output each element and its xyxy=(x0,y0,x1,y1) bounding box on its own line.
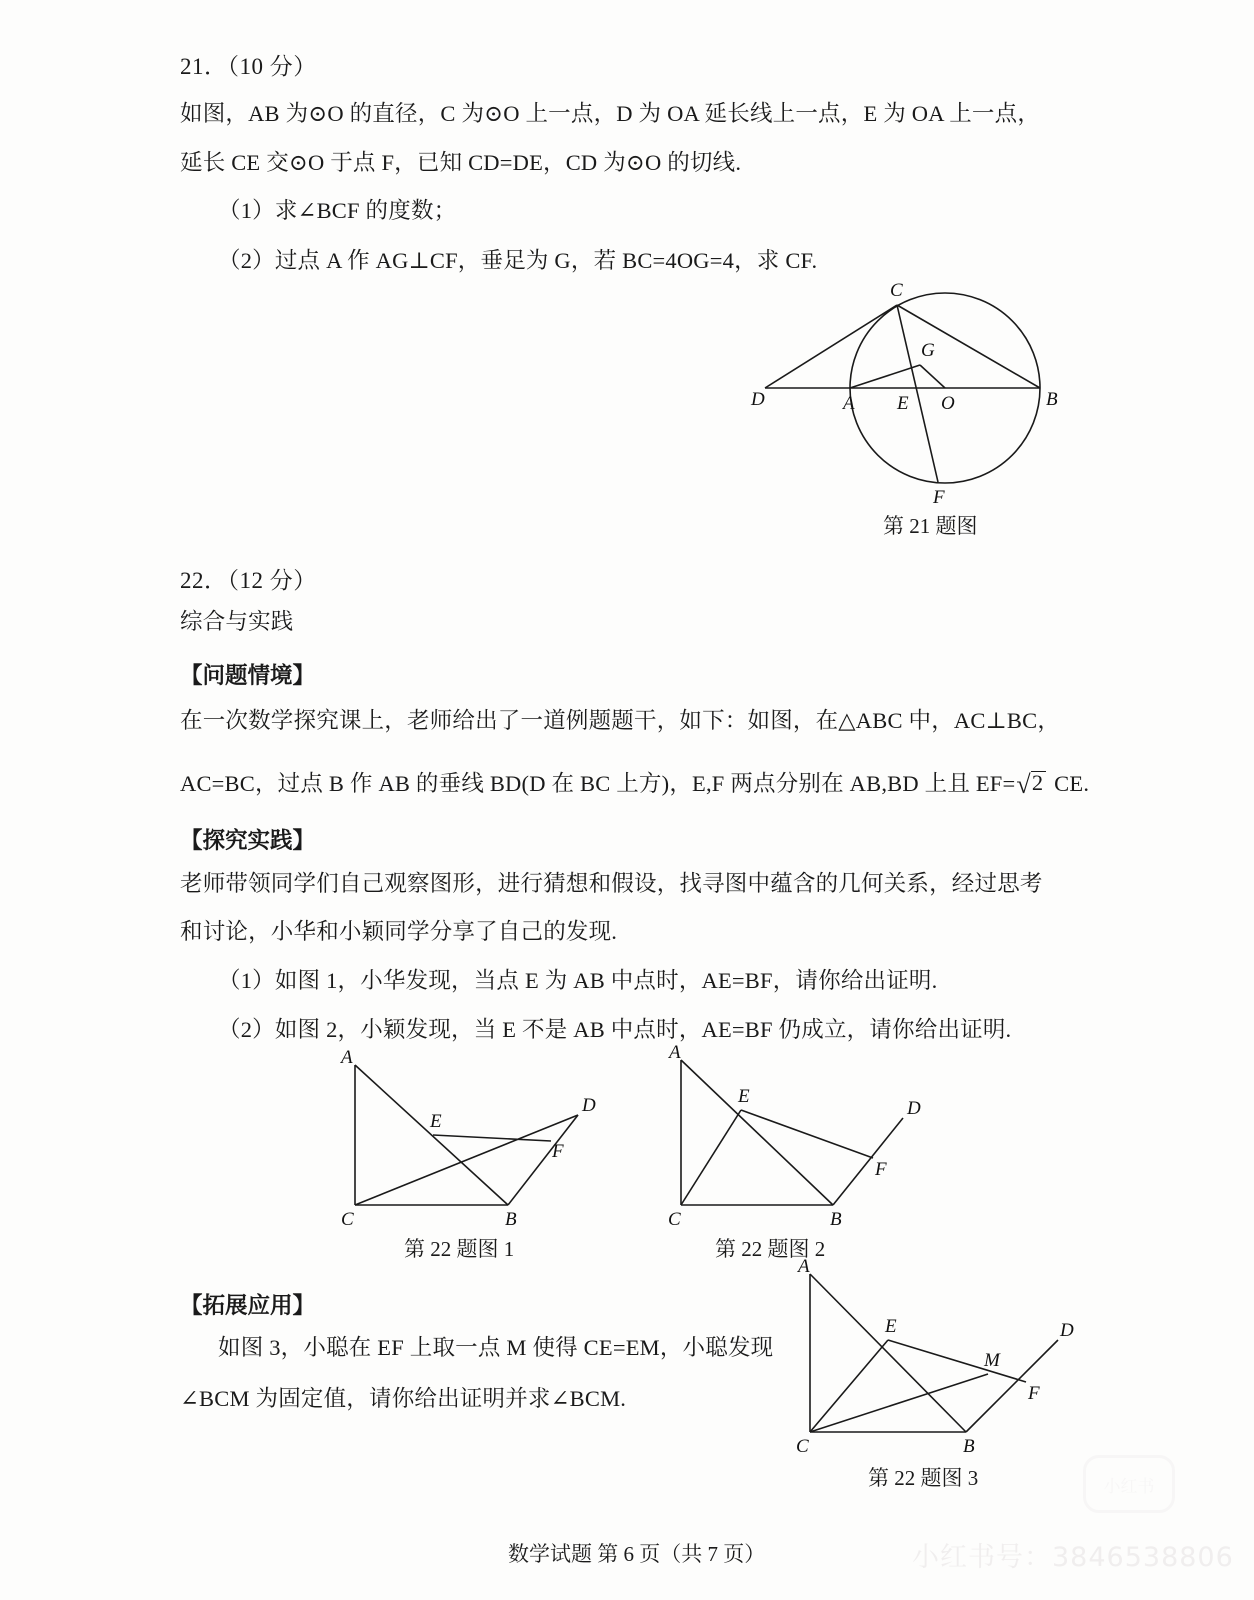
question-21-sub-1: （1）求∠BCF 的度数； xyxy=(218,198,457,223)
label-C: C xyxy=(668,1209,681,1230)
question-22-heading-explore: 【探究实践】 xyxy=(180,828,316,853)
question-22-situation-line-2 xyxy=(180,770,1090,799)
question-22-figure-1-caption: 第 22 题图 1 xyxy=(404,1237,515,1261)
label-B: B xyxy=(505,1209,517,1230)
line-EF xyxy=(888,1340,1026,1382)
question-22-topic: 综合与实践 xyxy=(180,609,294,634)
question-21-figure xyxy=(745,278,1075,513)
question-22-figure-1 xyxy=(333,1047,603,1230)
label-D: D xyxy=(1060,1320,1074,1341)
label-E: E xyxy=(430,1111,442,1132)
label-F: F xyxy=(875,1159,887,1180)
label-C: C xyxy=(890,280,903,301)
line-AG xyxy=(850,365,920,388)
line-EF xyxy=(433,1135,551,1141)
xiaohongshu-badge-watermark: 小红书 xyxy=(1083,1455,1175,1513)
label-G: G xyxy=(921,340,935,361)
label-A: A xyxy=(843,393,855,414)
question-21-sub-2: （2）过点 A 作 AG⊥CF，垂足为 G，若 BC=4OG=4，求 CF. xyxy=(218,248,818,273)
line-AB xyxy=(810,1274,966,1432)
line-GO xyxy=(920,365,945,388)
line-AB xyxy=(681,1060,833,1205)
question-22-explore-line-1: 老师带领同学们自己观察图形，进行猜想和假设，找寻图中蕴含的几何关系，经过思考 xyxy=(180,871,1043,896)
label-A: A xyxy=(669,1042,681,1063)
question-22-situation-line-1: 在一次数学探究课上，老师给出了一道例题题干，如下：如图，在△ABC 中，AC⊥BC， xyxy=(180,708,1061,733)
label-B: B xyxy=(830,1209,842,1230)
label-M: M xyxy=(984,1350,1000,1371)
line-CD-extended xyxy=(355,1115,578,1205)
line-BD xyxy=(833,1118,903,1205)
label-C: C xyxy=(341,1209,354,1230)
label-E: E xyxy=(885,1316,897,1337)
question-22-sub-2: （2）如图 2，小颖发现，当 E 不是 AB 中点时，AE=BF 仍成立，请你给出证明. xyxy=(218,1017,1012,1042)
line-CE xyxy=(810,1340,888,1432)
line-EF xyxy=(741,1110,873,1158)
question-22-heading-extend: 【拓展应用】 xyxy=(180,1293,316,1318)
question-22-figure-2 xyxy=(663,1042,933,1230)
label-B: B xyxy=(1046,389,1058,410)
question-22-figure-3 xyxy=(788,1256,1078,1457)
question-21-figure-caption: 第 21 题图 xyxy=(883,514,978,538)
sqrt-symbol: √2 xyxy=(1015,772,1048,796)
line-AB xyxy=(355,1065,508,1205)
question-22-figure-3-caption: 第 22 题图 3 xyxy=(868,1466,979,1490)
label-F: F xyxy=(552,1141,564,1162)
label-O: O xyxy=(941,393,955,414)
label-E: E xyxy=(738,1086,750,1107)
line-DC xyxy=(765,305,897,388)
label-F: F xyxy=(933,487,945,508)
label-E: E xyxy=(897,393,909,414)
line-BD xyxy=(966,1340,1058,1432)
xiaohongshu-account-watermark: 小红书号：3846538806 xyxy=(912,1542,1234,1573)
question-21-stem-line-1: 如图，AB 为⊙O 的直径，C 为⊙O 上一点，D 为 OA 延长线上一点，E 为 OA 上一点， xyxy=(180,101,1041,126)
question-22-heading-situation: 【问题情境】 xyxy=(180,663,316,688)
label-C: C xyxy=(796,1436,809,1457)
question-22-extend-line-2: ∠BCM 为固定值，请你给出证明并求∠BCM. xyxy=(180,1386,627,1411)
label-F: F xyxy=(1028,1383,1040,1404)
question-21-number: 21．（10 分） xyxy=(180,54,317,79)
label-D: D xyxy=(907,1098,921,1119)
label-A: A xyxy=(341,1047,353,1068)
question-21-stem-line-2: 延长 CE 交⊙O 于点 F，已知 CD=DE，CD 为⊙O 的切线. xyxy=(180,150,742,175)
page-footer: 数学试题 第 6 页（共 7 页） xyxy=(508,1542,766,1566)
question-22-extend-line-1: 如图 3，小聪在 EF 上取一点 M 使得 CE=EM，小聪发现 xyxy=(218,1335,774,1360)
label-D: D xyxy=(751,389,765,410)
situation-line-2-prefix: AC=BC，过点 B 作 AB 的垂线 BD(D 在 BC 上方)，E,F 两点分别在 AB,BD 上且 EF= xyxy=(180,771,1016,796)
sqrt-radicand: 2 xyxy=(1031,771,1046,795)
line-CE xyxy=(681,1110,741,1205)
question-22-number: 22．（12 分） xyxy=(180,568,317,593)
question-22-sub-1: （1）如图 1，小华发现，当点 E 为 AB 中点时，AE=BF，请你给出证明. xyxy=(218,968,938,993)
question-22-explore-line-2: 和讨论，小华和小颖同学分享了自己的发现. xyxy=(180,919,618,944)
label-A: A xyxy=(798,1256,810,1277)
label-D: D xyxy=(582,1095,596,1116)
label-B: B xyxy=(963,1436,975,1457)
line-CB xyxy=(897,305,1040,388)
line-CM xyxy=(810,1374,988,1432)
situation-line-2-suffix: CE. xyxy=(1048,771,1090,796)
question-22-figure-2-caption: 第 22 题图 2 xyxy=(715,1237,826,1261)
